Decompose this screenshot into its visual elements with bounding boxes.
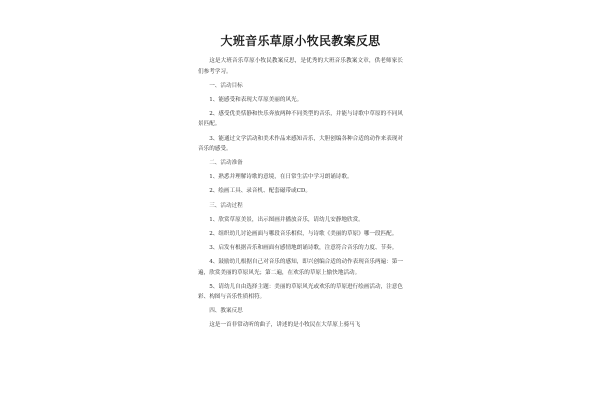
paragraph: 2、组织幼儿讨论画面与哪段音乐相似，与诗歌《美丽的草原》哪一段匹配。: [209, 230, 398, 237]
section-reflection: [198, 306, 403, 331]
paragraph: 1、能感受和表现大草原美丽的风光。: [209, 96, 303, 103]
section-heading: 二、活动准备: [209, 160, 243, 167]
section-heading: 一、活动目标: [209, 82, 243, 89]
paragraph: 3、启发有根据音乐和画面有感情地朗诵诗歌，注意符合音乐的力度、节奏。: [209, 244, 398, 251]
paragraph: 2、绘画工具、录音机、配套磁带或CD。: [209, 188, 312, 195]
paragraph: 2、感受优美恬静和快乐奔放两种不同类型的音乐，并能与诗歌中草原的不同风景匹配。: [198, 110, 403, 128]
section-preparation: [198, 158, 403, 197]
paragraph: 3、能通过文学活动和美术作品来感知音乐，大胆创编各种合适的动作来表现对音乐的感受。: [198, 135, 403, 153]
paragraph: 5、请幼儿自由选择主题：美丽的草原风光或欢乐的草原进行绘画活动，注意色彩、构图与音乐性质相符。: [198, 283, 403, 301]
section-heading: 三、活动过程: [209, 202, 243, 209]
paragraph: 1、欣赏草原美景，出示图画并播放音乐，请幼儿安静地欣赏。: [209, 216, 364, 223]
section-heading: 四、教案反思: [209, 308, 243, 315]
paragraph: 4、鼓励幼儿根据自己对音乐的感知，即兴创编合适的动作表现音乐两遍：第一遍，欣赏美丽的草原风光；第二遍，在欢乐的草原上愉快地活动。: [198, 258, 403, 276]
document-title: 大班音乐草原小牧民教案反思: [220, 34, 381, 48]
paragraph: 1、熟悉并理解诗歌的意境，在日常生活中学习朗诵诗歌。: [209, 174, 353, 181]
section-objectives: [198, 81, 403, 155]
intro-paragraph: 这是大班音乐草原小牧民教案反思，是优秀的大班音乐教案文章，供老师家长们参考学习。: [198, 58, 403, 75]
section-process: [198, 201, 403, 303]
document-page: [198, 30, 403, 395]
paragraph: 这是一首非常动听的曲子，讲述的是小牧民在大草原上骑马飞: [209, 322, 361, 329]
